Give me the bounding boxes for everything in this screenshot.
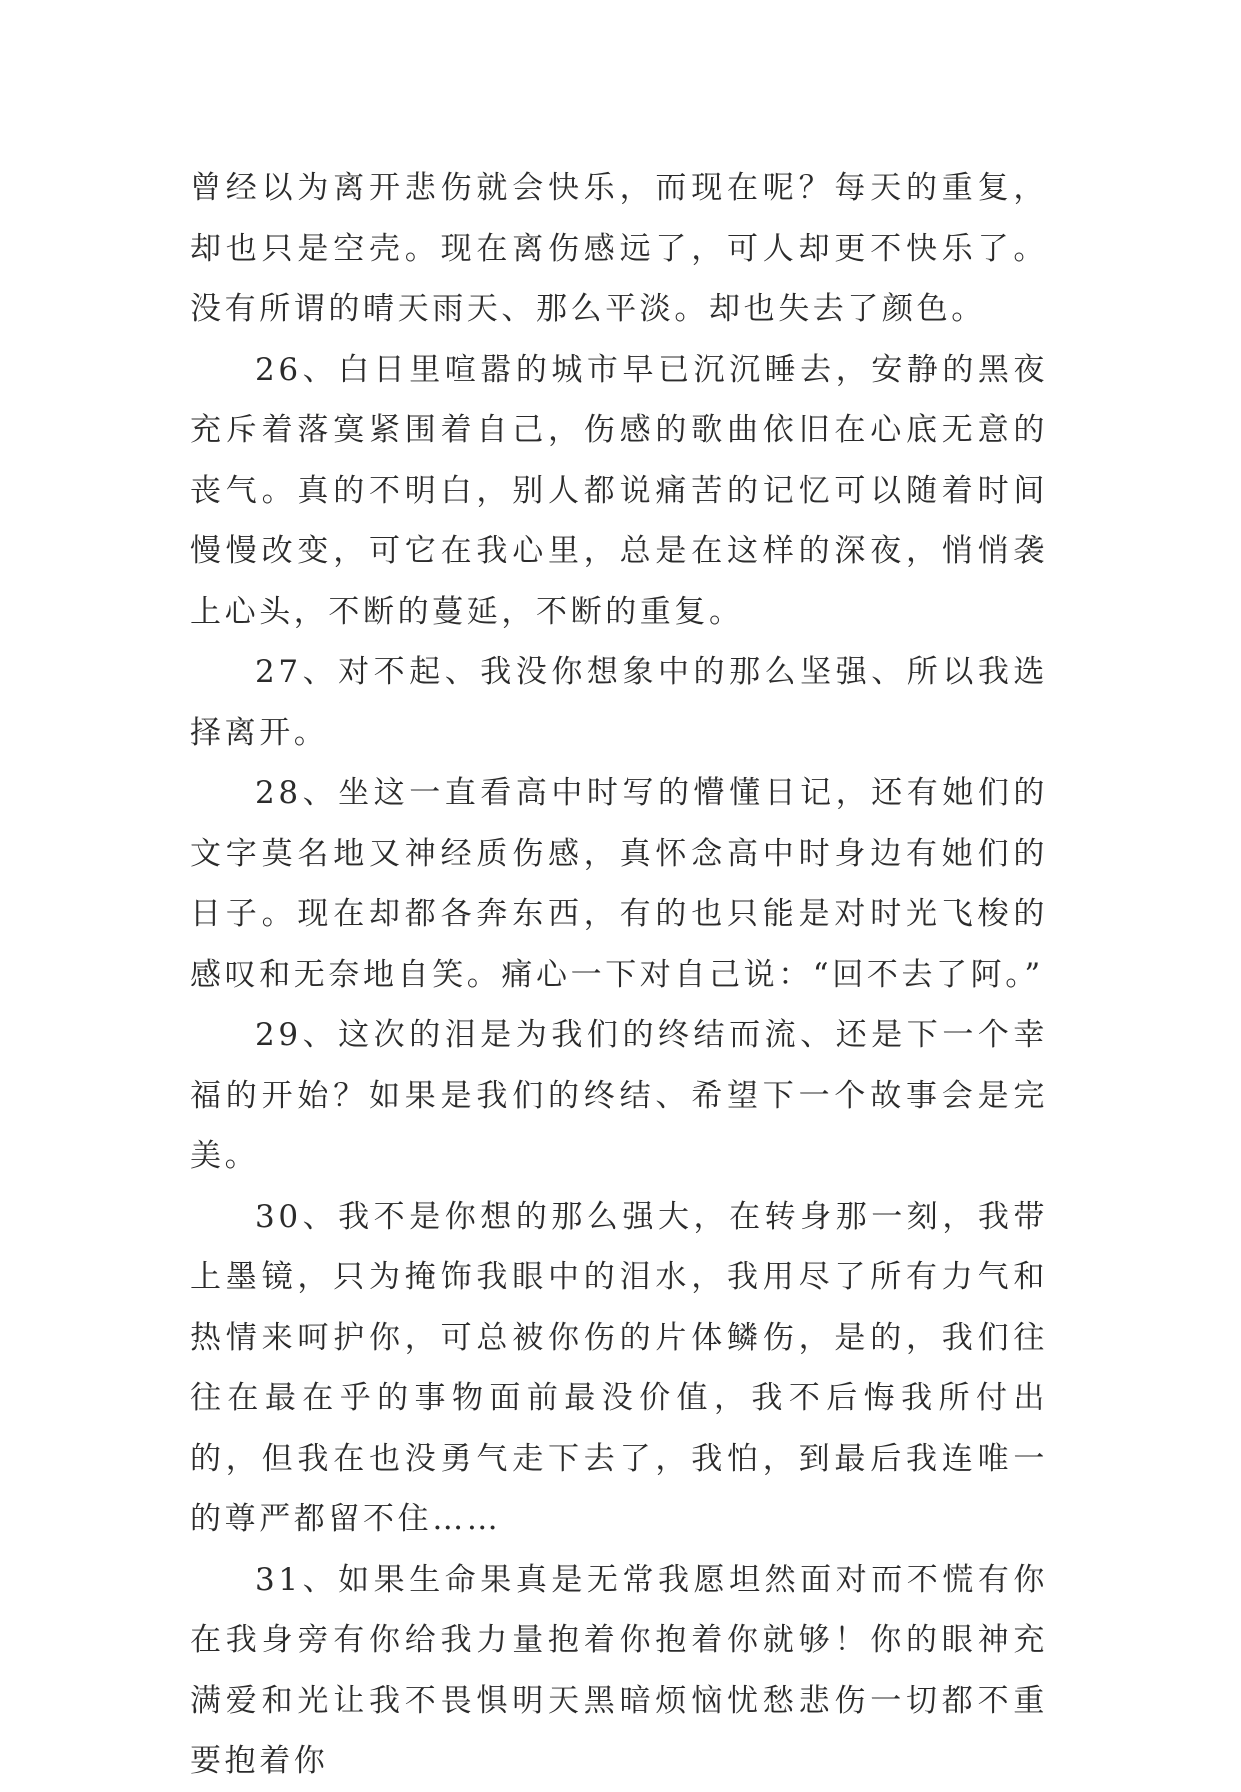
document-body — [190, 158, 1048, 1792]
paragraph-29: 29、这次的泪是为我们的终结而流、还是下一个幸福的开始？如果是我们的终结、希望下一个故事会是完美。 — [190, 1017, 1048, 1174]
paragraph-continuation: 曾经以为离开悲伤就会快乐，而现在呢？每天的重复，却也只是空壳。现在离伤感远了，可人却更不快乐了。没有所谓的晴天雨天、那么平淡。却也失去了颜色。 — [190, 170, 1048, 327]
paragraph-31: 31、如果生命果真是无常我愿坦然面对而不慌有你在我身旁有你给我力量抱着你抱着你就够！你的眼神充满爱和光让我不畏惧明天黑暗烦恼忧愁悲伤一切都不重要抱着你 — [190, 1561, 1048, 1779]
paragraph-30: 30、我不是你想的那么强大，在转身那一刻，我带上墨镜，只为掩饰我眼中的泪水，我用尽了所有力气和热情来呵护你，可总被你伤的片体鳞伤，是的，我们往往在最在乎的事物面前最没价值，我不后悔我所付出的，但我在也没勇气走下去了，我怕，到最后我连唯一的尊严都留不住…… — [190, 1198, 1048, 1537]
paragraph-26: 26、白日里喧嚣的城市早已沉沉睡去，安静的黑夜充斥着落寞紧围着自己，伤感的歌曲依旧在心底无意的丧气。真的不明白，别人都说痛苦的记忆可以随着时间慢慢改变，可它在我心里，总是在这样的深夜，悄悄袭上心头，不断的蔓延，不断的重复。 — [190, 351, 1048, 630]
paragraph-27: 27、对不起、我没你想象中的那么坚强、所以我选择离开。 — [190, 654, 1048, 751]
paragraph-28: 28、坐这一直看高中时写的懵懂日记，还有她们的文字莫名地又神经质伤感，真怀念高中时身边有她们的日子。现在却都各奔东西，有的也只能是对时光飞梭的感叹和无奈地自笑。痛心一下对自己说：“回不去了阿。” — [190, 775, 1048, 993]
